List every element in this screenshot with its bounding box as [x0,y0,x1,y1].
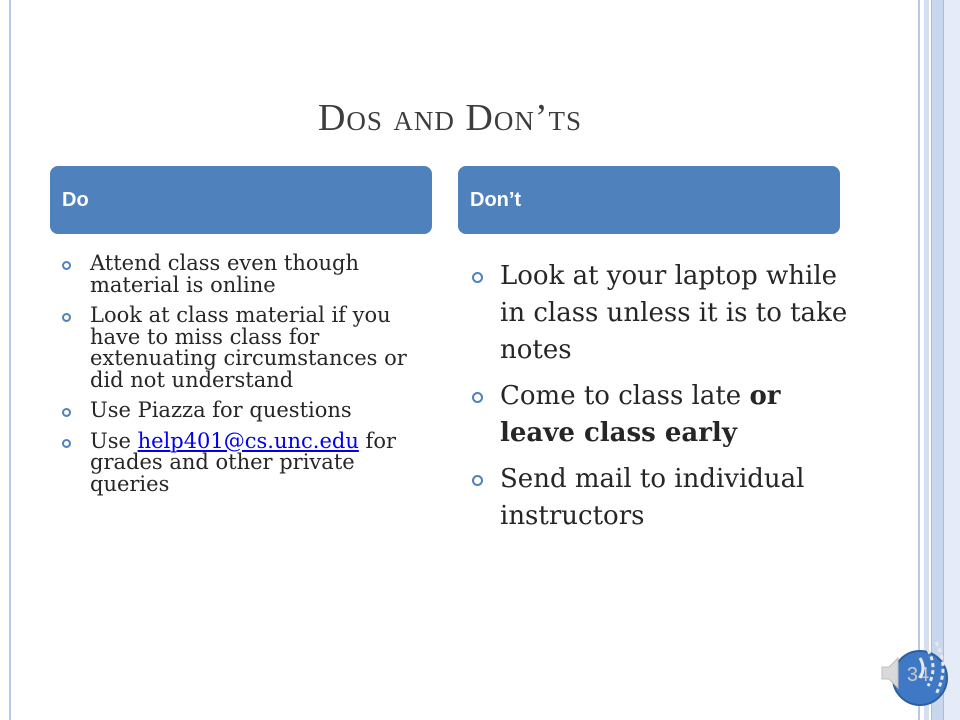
list-item-bold-text: or leave class early [500,381,781,448]
list-item-text: Look at your laptop while in class unless it is to take notes [500,261,848,365]
dont-column-header [458,166,840,234]
list-item-prefix: Use [90,428,138,453]
list-item [62,400,432,422]
bullet-icon [62,408,71,417]
list-item-text: Send mail to individual instructors [500,464,805,531]
list-item-text: Come to class late [500,381,750,411]
do-column-header [50,166,432,234]
right-stripe [918,0,920,720]
list-item [62,428,432,496]
do-list [62,253,432,504]
slide-title: Dos and Don’ts [317,97,583,139]
dont-list [472,258,852,544]
do-header-label: Do [62,188,89,211]
list-item-text: Use Piazza for questions [90,398,352,422]
right-stripe [931,0,944,720]
page-number: 34 [906,664,930,686]
help-email-link[interactable]: help401@cs.unc.edu [137,428,359,453]
list-item [472,461,852,535]
bullet-icon [62,439,71,448]
list-item-suffix: for grades and other private queries [90,428,397,496]
right-stripe [924,0,929,720]
list-item [472,258,852,369]
list-item [62,305,432,391]
bullet-icon [472,272,483,283]
bullet-icon [472,475,483,486]
list-item-text: Attend class even though material is online [90,251,359,297]
right-stripe [944,0,960,720]
sound-waves-icon [912,636,952,700]
dont-header-label: Don’t [470,188,522,211]
list-item-text: Look at class material if you have to miss class for extenuating circumstances or did not understand [90,303,407,392]
bullet-icon [62,313,71,322]
bullet-icon [62,261,71,270]
list-item [472,378,852,452]
bullet-icon [472,392,483,403]
list-item [62,253,432,296]
